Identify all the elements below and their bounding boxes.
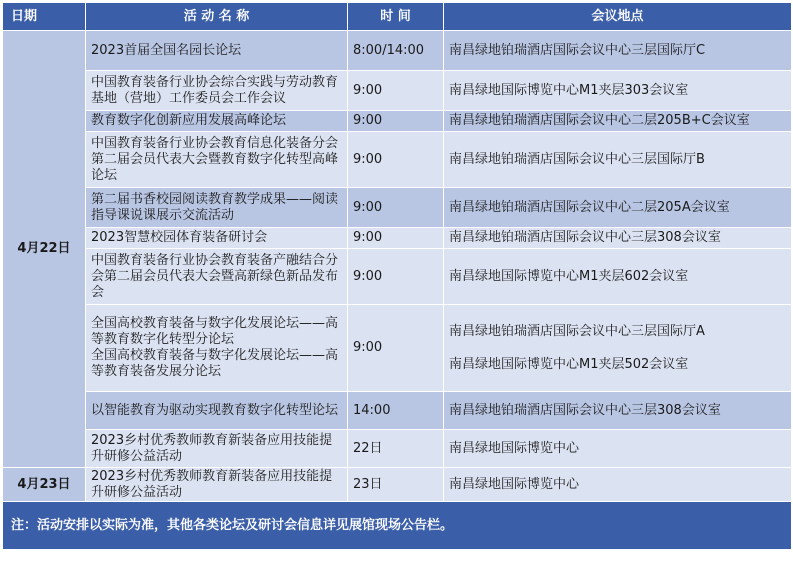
activity-name: 第二届书香校园阅读教育教学成果——阅读指导课说课展示交流活动 (86, 188, 348, 228)
activity-name: 2023首届全国名园长论坛 (86, 31, 348, 71)
activity-venue: 南昌绿地国际博览中心M1夹层303会议室 (444, 71, 792, 111)
header-name: 活 动 名 称 (86, 3, 348, 31)
table-row (3, 111, 792, 132)
table-row (3, 228, 792, 249)
activity-time: 9:00 (348, 132, 444, 188)
activity-venue: 南昌绿地铂瑞酒店国际会议中心三层国际厅C (444, 31, 792, 71)
activity-name: 2023乡村优秀教师教育新装备应用技能提升研修公益活动 (86, 468, 348, 502)
date-cell-22: 4月22日 (3, 31, 86, 468)
activity-name: 2023智慧校园体育装备研讨会 (86, 228, 348, 249)
footnote: 注：活动安排以实际为准，其他各类论坛及研讨会信息详见展馆现场公告栏。 (3, 502, 792, 550)
header-row (3, 3, 792, 31)
schedule-sheet (2, 2, 791, 570)
activity-time: 9:00 (348, 71, 444, 111)
date-cell-23: 4月23日 (3, 468, 86, 502)
table-row (3, 392, 792, 430)
header-date: 日期 (3, 3, 86, 31)
activity-time: 23日 (348, 468, 444, 502)
table-row (3, 305, 792, 392)
note-row (3, 502, 792, 550)
activity-name: 2023乡村优秀教师教育新装备应用技能提升研修公益活动 (86, 430, 348, 468)
activity-time: 9:00 (348, 188, 444, 228)
activity-name: 全国高校教育装备与数字化发展论坛——高等教育数字化转型分论坛 全国高校教育装备与数字化发展论坛——高等教育装备发展分论坛 (86, 305, 348, 392)
activity-time: 9:00 (348, 111, 444, 132)
activity-time: 9:00 (348, 305, 444, 392)
activity-name: 中国教育装备行业协会教育信息化装备分会第二届会员代表大会暨教育数字化转型高峰论坛 (86, 132, 348, 188)
table-row (3, 71, 792, 111)
activity-time: 22日 (348, 430, 444, 468)
table-row (3, 468, 792, 502)
activity-venue: 南昌绿地国际博览中心M1夹层602会议室 (444, 249, 792, 305)
activity-name: 教育数字化创新应用发展高峰论坛 (86, 111, 348, 132)
table-row (3, 430, 792, 468)
schedule-table (2, 2, 792, 550)
table-row (3, 132, 792, 188)
activity-name: 中国教育装备行业协会教育装备产融结合分会第二届会员代表大会暨高新绿色新品发布会 (86, 249, 348, 305)
activity-venue: 南昌绿地铂瑞酒店国际会议中心三层308会议室 (444, 228, 792, 249)
venue-line: 南昌绿地铂瑞酒店国际会议中心三层国际厅A (449, 323, 705, 339)
table-row (3, 188, 792, 228)
activity-time: 14:00 (348, 392, 444, 430)
activity-venue: 南昌绿地铂瑞酒店国际会议中心二层205A会议室 (444, 188, 792, 228)
activity-venue (444, 305, 792, 392)
activity-venue: 南昌绿地铂瑞酒店国际会议中心三层308会议室 (444, 392, 792, 430)
table-row (3, 249, 792, 305)
activity-name: 中国教育装备行业协会综合实践与劳动教育基地（营地）工作委员会工作会议 (86, 71, 348, 111)
header-venue: 会议地点 (444, 3, 792, 31)
activity-venue: 南昌绿地铂瑞酒店国际会议中心三层国际厅B (444, 132, 792, 188)
activity-venue: 南昌绿地国际博览中心 (444, 468, 792, 502)
activity-time: 9:00 (348, 249, 444, 305)
venue-line: 南昌绿地国际博览中心M1夹层502会议室 (449, 356, 689, 372)
table-row (3, 31, 792, 71)
activity-name: 以智能教育为驱动实现教育数字化转型论坛 (86, 392, 348, 430)
venue-spacer (449, 340, 785, 357)
activity-time: 9:00 (348, 228, 444, 249)
activity-venue: 南昌绿地铂瑞酒店国际会议中心二层205B+C会议室 (444, 111, 792, 132)
activity-time: 8:00/14:00 (348, 31, 444, 71)
activity-venue: 南昌绿地国际博览中心 (444, 430, 792, 468)
header-time: 时 间 (348, 3, 444, 31)
